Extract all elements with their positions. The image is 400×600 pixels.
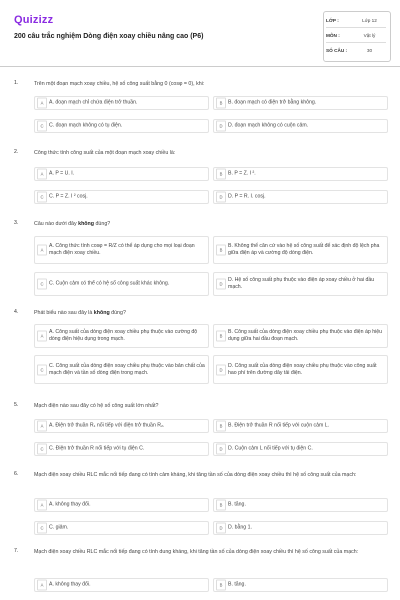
question-text: Công thức tính công suất của một đoạn mạch xoay chiều là: [34,150,176,156]
option-b[interactable] [213,96,388,110]
meta-table [326,13,386,57]
option-letter: B [216,331,226,342]
meta-value: Vật lý [363,32,376,38]
option-letter: A [37,98,47,109]
option-letter: D [216,444,226,455]
option-c[interactable] [34,521,209,535]
option-text: A. đoạn mạch chỉ chứa điện trở thuần. [49,99,138,106]
option-text: B. Không thể căn cứ vào hệ số công suất để xác định độ lệch pha giữa điện áp và cường độ dòng điện. [228,243,380,256]
question-number: 6. [14,471,19,477]
option-letter: C [37,121,47,132]
option-b[interactable] [213,578,388,592]
option-text: C. Điện trở thuần R nối tiếp với tụ điện C. [49,445,145,452]
option-b[interactable] [213,419,388,433]
option-a[interactable] [34,498,209,512]
option-letter: B [216,245,226,256]
question-text-part: Câu nào dưới đây [34,221,79,227]
question-text: Trên một đoạn mạch xoay chiều, hệ số công suất bằng 0 (cosφ = 0), khi: [34,81,205,87]
option-d[interactable] [213,190,388,204]
option-text: A. P = U. I. [49,170,75,177]
option-letter: D [216,523,226,534]
option-letter: C [37,523,47,534]
option-text: A. không thay đổi. [49,581,91,588]
option-text: D. P = R. I. cosj. [228,193,266,200]
option-letter: A [37,500,47,511]
option-b[interactable] [213,167,388,181]
meta-row-class [326,13,386,28]
option-c[interactable] [34,355,209,384]
question-text-part: đúng? [94,221,111,227]
question-text [34,309,386,317]
header [0,0,400,66]
option-text: B. tăng. [228,581,246,588]
option-d[interactable] [213,442,388,456]
question-number: 1. [14,80,19,86]
question-text-part: Phát biểu nào sau đây là [34,310,94,316]
option-text: C. Công suất của dòng điện xoay chiều phụ thuộc vào bản chất của mạch điện và tần số dòng điện trong mạch. [49,362,205,376]
option-a[interactable] [34,96,209,110]
option-letter: B [216,500,226,511]
option-c[interactable] [34,272,209,296]
option-letter: D [216,279,226,290]
option-text: C. đoạn mạch không có tụ điện. [49,122,123,129]
option-letter: D [216,364,226,375]
meta-value: 30 [366,47,373,53]
question-text: Mạch điện xoay chiều RLC mắc nối tiếp đang có tính cảm kháng, khi tăng tần số của dòng điện xoay chiều thì hệ số công suất của mạch: [34,472,357,478]
option-b[interactable] [213,236,388,264]
option-letter: A [37,580,47,591]
option-letter: A [37,169,47,180]
option-text: A. không thay đổi. [49,501,91,508]
meta-row-count [326,43,386,57]
option-text: D. đoạn mạch không có cuộn cảm. [228,122,309,129]
option-c[interactable] [34,442,209,456]
option-letter: B [216,580,226,591]
option-a[interactable] [34,578,209,592]
question-number: 4. [14,309,19,315]
option-a[interactable] [34,236,209,264]
option-text: B. đoạn mạch có điện trở bằng không. [228,99,317,106]
question-number: 3. [14,220,19,226]
meta-key: SỐ CÂU : [326,47,348,53]
meta-row-subject [326,28,386,43]
option-c[interactable] [34,190,209,204]
option-text: C. giảm. [49,524,69,531]
option-d[interactable] [213,521,388,535]
option-text: C. P = Z. I ² cosj. [49,193,88,200]
option-b[interactable] [213,324,388,348]
option-text: A. Điện trở thuần R₁ nối tiếp với điện trở thuần R₂. [49,422,165,429]
option-letter: A [37,331,47,342]
option-a[interactable] [34,167,209,181]
meta-value: Lớp 12 [362,17,377,23]
option-b[interactable] [213,498,388,512]
question-text [34,220,386,228]
option-letter: C [37,444,47,455]
option-text: D. Công suất của dòng điện xoay chiều phụ thuộc vào công suất hao phí trên đường dây tải điện. [228,362,377,376]
option-text: D. Cuộn cảm L nối tiếp với tụ điện C. [228,445,313,452]
option-text: B. tăng. [228,501,246,508]
option-text: A. Công suất của dòng điện xoay chiều phụ thuộc vào cường độ dòng điện hiệu dụng trong mạch. [49,329,198,342]
question-text: Mạch điện nào sau đây có hệ số công suất lớn nhất? [34,403,159,409]
option-letter: C [37,364,47,375]
option-text: A. Công thức tính cosφ = R/Z có thể áp dụng cho mọi loại đoạn mạch điện xoay chiều. [49,243,195,256]
question-text-part: đúng? [109,310,126,316]
option-letter: D [216,121,226,132]
question-text: Mạch điện xoay chiều RLC mắc nối tiếp đang có tính dung kháng, khi tăng tần số của dòng điện xoay chiều thì hệ số công suất của mạch: [34,549,359,555]
option-letter: B [216,98,226,109]
option-text: B. P = Z. I ². [228,170,256,177]
meta-key: MÔN : [326,32,340,38]
option-letter: B [216,421,226,432]
option-a[interactable] [34,419,209,433]
option-d[interactable] [213,355,388,384]
option-letter: D [216,192,226,203]
option-letter: C [37,192,47,203]
question-number: 5. [14,402,19,408]
option-text: D. bằng 1. [228,524,252,531]
option-d[interactable] [213,119,388,133]
option-text: B. Công suất của dòng điện xoay chiều phụ thuộc vào điện áp hiệu dụng giữa hai đầu đoạn mạch. [228,329,383,342]
option-text: D. Hệ số công suất phụ thuộc vào điện áp xoay chiều ở hai đầu mạch. [228,277,375,290]
page-title: 200 câu trắc nghiệm Dòng điện xoay chiều nâng cao (P6) [14,33,204,40]
option-letter: C [37,279,47,290]
option-letter: A [37,421,47,432]
option-a[interactable] [34,324,209,348]
quizizz-logo: Quizizz [14,14,54,26]
question-number: 7. [14,548,19,554]
meta-key: LỚP : [326,17,339,23]
option-letter: A [37,245,47,256]
emphasis: không [93,310,110,316]
header-divider [0,66,400,67]
emphasis: không [78,221,95,227]
option-letter: B [216,169,226,180]
option-d[interactable] [213,272,388,296]
option-c[interactable] [34,119,209,133]
option-text: B. Điện trở thuần R nối tiếp với cuộn cảm L. [228,422,330,429]
option-text: C. Cuộn cảm có thể có hệ số công suất khác không. [49,280,170,287]
question-number: 2. [14,149,19,155]
